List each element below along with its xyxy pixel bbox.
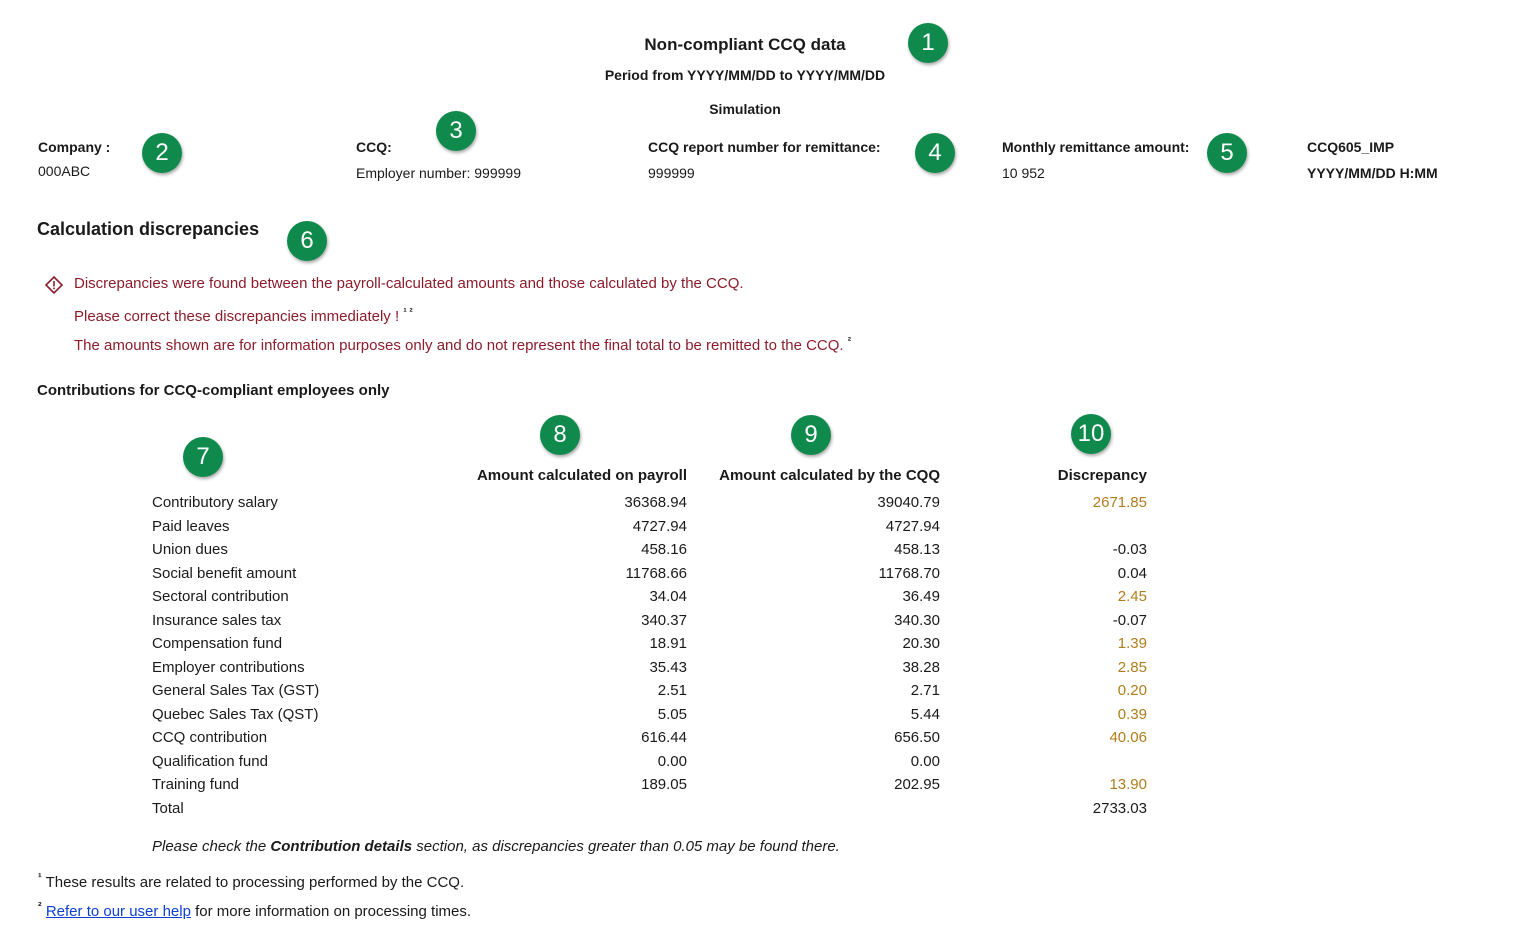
row-label: Qualification fund <box>152 752 268 770</box>
discrepancy-amount: -0.03 <box>1112 541 1147 559</box>
discrepancy-amount: 1.39 <box>1117 635 1147 653</box>
callout-badge-2: 2 <box>142 133 182 173</box>
table-header-row <box>148 465 1151 491</box>
payroll-amount: 35.43 <box>649 658 687 676</box>
remittance-label: Monthly remittance amount: <box>1002 139 1190 155</box>
row-label: Employer contributions <box>152 658 305 676</box>
table-row <box>148 656 1151 680</box>
row-label: Compensation fund <box>152 635 283 653</box>
table-row <box>148 585 1151 609</box>
payroll-column-header: Amount calculated on payroll <box>476 466 687 484</box>
discrepancy-message-2-text: Please correct these discrepancies immediately ! <box>74 308 400 325</box>
discrepancy-amount <box>944 750 1151 774</box>
ccq-amount: 0.00 <box>910 752 940 770</box>
payroll-amount: 458.16 <box>641 541 687 559</box>
callout-badge-9: 9 <box>791 415 831 455</box>
remittance-value: 10 952 <box>1002 165 1045 181</box>
payroll-amount: 5.05 <box>657 705 687 723</box>
employer-number: Employer number: 999999 <box>356 165 521 181</box>
callout-badge-3: 3 <box>436 111 476 151</box>
discrepancies-title: Calculation discrepancies <box>37 219 260 239</box>
table-row <box>148 491 1151 515</box>
note-text-after: section, as discrepancies greater than 0.05 may be found there. <box>416 838 840 855</box>
contributions-rows <box>148 491 1151 797</box>
ccq-amount: 458.13 <box>894 541 940 559</box>
total-label: Total <box>152 799 184 817</box>
total-payroll-cell <box>456 797 691 821</box>
ccq-amount: 36.49 <box>902 588 940 606</box>
discrepancy-column-header: Discrepancy <box>1057 466 1147 484</box>
footnote-1-text: These results are related to processing performed by the CCQ. <box>45 874 465 891</box>
total-ccq-cell <box>691 797 944 821</box>
ccq-amount: 11768.70 <box>878 564 940 582</box>
callout-badge-5: 5 <box>1207 133 1247 173</box>
callout-badge-7: 7 <box>183 437 223 477</box>
discrepancy-amount <box>944 515 1151 539</box>
footnote-2-mark: ² <box>38 901 42 913</box>
contribution-details-note <box>152 838 840 855</box>
note-bold-text: Contribution details <box>270 838 413 855</box>
ccq-label: CCQ: <box>356 139 392 155</box>
discrepancy-amount: 2.45 <box>1117 588 1147 606</box>
table-row <box>148 750 1151 774</box>
ccq-amount: 20.30 <box>902 635 940 653</box>
table-row <box>148 632 1151 656</box>
total-row <box>148 797 1151 821</box>
callout-badge-8: 8 <box>540 415 580 455</box>
table-row <box>148 726 1151 750</box>
table-row <box>148 703 1151 727</box>
row-label: Quebec Sales Tax (QST) <box>152 705 319 723</box>
discrepancy-amount: 2.85 <box>1117 658 1147 676</box>
report-code: CCQ605_IMP <box>1307 139 1395 155</box>
payroll-amount: 36368.94 <box>624 494 687 512</box>
payroll-amount: 340.37 <box>641 611 687 629</box>
row-label: Social benefit amount <box>152 564 297 582</box>
discrepancy-amount: -0.07 <box>1112 611 1147 629</box>
payroll-amount: 18.91 <box>649 635 687 653</box>
ccq-amount: 202.95 <box>894 776 940 794</box>
table-row <box>148 562 1151 586</box>
user-help-link[interactable]: Refer to our user help <box>45 903 191 920</box>
discrepancy-amount: 0.20 <box>1117 682 1147 700</box>
table-row <box>148 773 1151 797</box>
table-row <box>148 538 1151 562</box>
ccq-column-header: Amount calculated by the CQQ <box>719 466 940 484</box>
row-label: Union dues <box>152 541 228 559</box>
discrepancy-amount: 0.39 <box>1117 705 1147 723</box>
row-label: Sectoral contribution <box>152 588 289 606</box>
payroll-amount: 34.04 <box>649 588 687 606</box>
discrepancy-message-2 <box>74 307 413 325</box>
footnote-2-text: for more information on processing times. <box>195 903 472 920</box>
discrepancy-amount: 40.06 <box>1109 729 1147 747</box>
row-label: Contributory salary <box>152 494 278 512</box>
report-number-value: 999999 <box>648 165 695 181</box>
row-label: Insurance sales tax <box>152 611 282 629</box>
company-label: Company : <box>38 139 111 155</box>
footnote-ref: ² <box>847 336 852 347</box>
label-column-header <box>148 465 456 491</box>
payroll-amount: 616.44 <box>641 729 687 747</box>
ccq-amount: 340.30 <box>894 611 940 629</box>
footnote-ref: ¹ ² <box>403 307 413 318</box>
callout-badge-10: 10 <box>1071 414 1111 454</box>
callout-badge-1: 1 <box>908 23 948 63</box>
payroll-amount: 2.51 <box>657 682 687 700</box>
callout-badge-4: 4 <box>915 133 955 173</box>
row-label: Paid leaves <box>152 517 230 535</box>
table-row <box>148 609 1151 633</box>
row-label: General Sales Tax (GST) <box>152 682 320 700</box>
warning-diamond-icon <box>45 276 63 294</box>
report-datetime: YYYY/MM/DD H:MM <box>1307 165 1438 181</box>
contributions-title: Contributions for CCQ-compliant employees only <box>37 382 390 399</box>
ccq-amount: 656.50 <box>894 729 940 747</box>
report-period: Period from YYYY/MM/DD to YYYY/MM/DD <box>604 67 886 83</box>
row-label: CCQ contribution <box>152 729 268 747</box>
callout-badge-6: 6 <box>287 221 327 261</box>
ccq-amount: 38.28 <box>902 658 940 676</box>
payroll-amount: 4727.94 <box>632 517 687 535</box>
footnote-2 <box>38 901 471 920</box>
note-text-before: Please check the <box>152 838 267 855</box>
ccq-amount: 39040.79 <box>877 494 940 512</box>
footnote-1-mark: ¹ <box>38 872 42 884</box>
ccq-amount: 5.44 <box>910 705 940 723</box>
total-value: 2733.03 <box>1092 799 1147 817</box>
discrepancy-amount: 2671.85 <box>1092 494 1147 512</box>
report-mode: Simulation <box>709 101 781 117</box>
report-title: Non-compliant CCQ data <box>644 35 846 54</box>
report-number-label: CCQ report number for remittance: <box>648 139 881 155</box>
ccq-amount: 2.71 <box>910 682 940 700</box>
discrepancy-message-1: Discrepancies were found between the payroll-calculated amounts and those calculated by the CCQ. <box>74 275 744 292</box>
table-row <box>148 515 1151 539</box>
discrepancy-message-3 <box>74 336 851 354</box>
discrepancy-amount: 0.04 <box>1117 564 1147 582</box>
row-label: Training fund <box>152 776 239 794</box>
discrepancy-amount: 13.90 <box>1109 776 1147 794</box>
company-value: 000ABC <box>38 163 91 179</box>
footnote-1 <box>38 872 464 891</box>
payroll-amount: 11768.66 <box>625 564 687 582</box>
ccq-amount: 4727.94 <box>885 517 940 535</box>
payroll-amount: 0.00 <box>657 752 687 770</box>
discrepancy-message-3-text: The amounts shown are for information purposes only and do not represent the final total to be remitted to the CCQ. <box>74 337 844 354</box>
payroll-amount: 189.05 <box>641 776 687 794</box>
table-row <box>148 679 1151 703</box>
contributions-table <box>148 465 1151 820</box>
